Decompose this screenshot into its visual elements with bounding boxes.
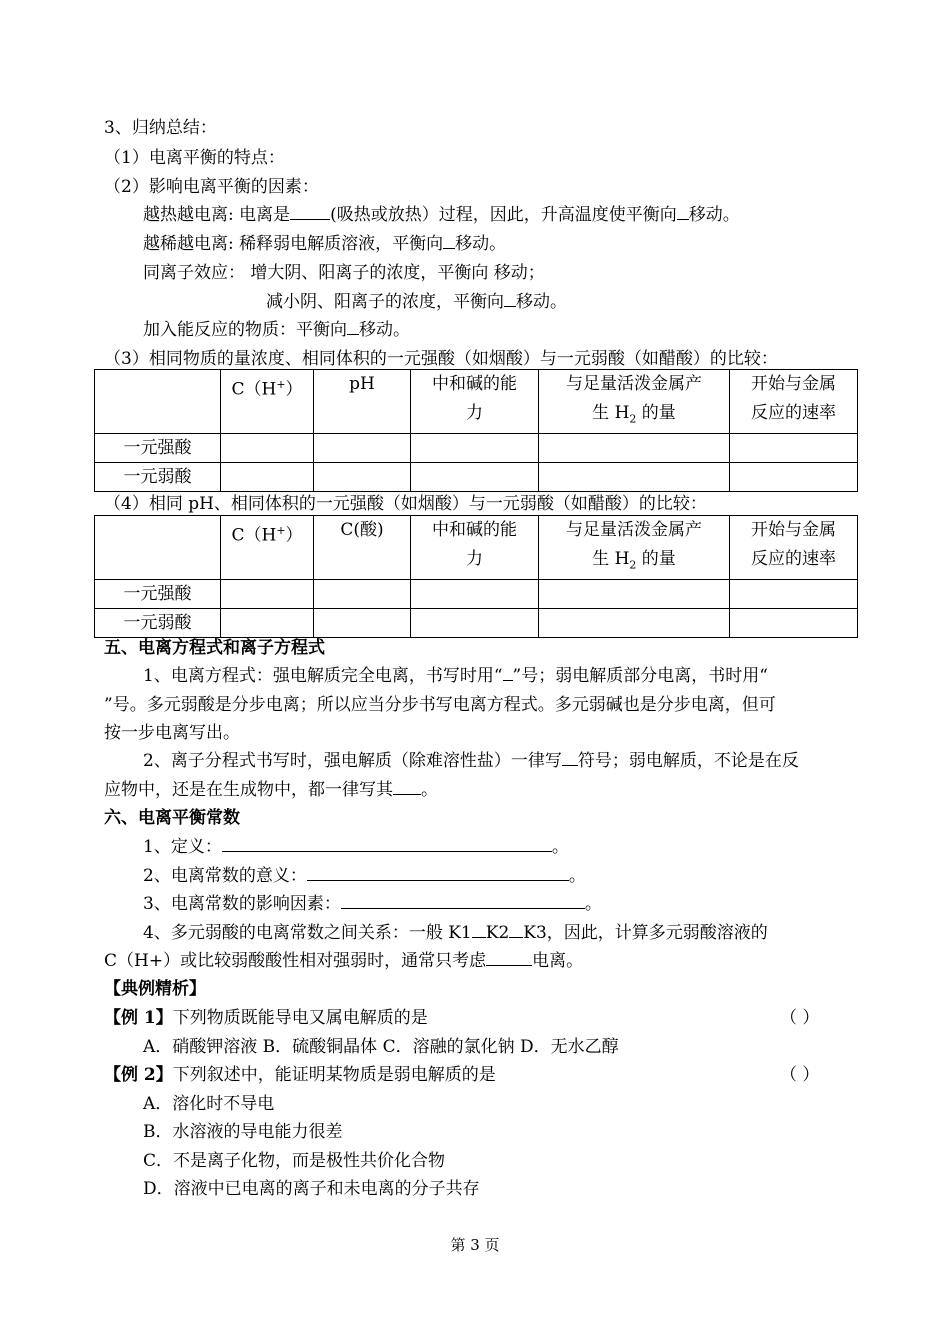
polyacid-text-d: C（H+）或比较弱酸酸性相对强弱时，通常只考虑 <box>104 951 487 971</box>
table-cell[interactable] <box>314 609 411 638</box>
example1-text: 下列物质既能导电又属电解质的是 <box>172 1008 428 1028</box>
table-cell[interactable] <box>221 463 314 492</box>
react-text-a: 加入能反应的物质：平衡向 <box>143 320 347 340</box>
react-line <box>143 320 410 340</box>
section5-item1-line2: ”号。多元弱酸是分步电离；所以应当分步书写电离方程式。多元弱碱也是分步电离，但可 <box>104 695 776 715</box>
s2-text-c: 应物中，还是在生成物中，都一律写其 <box>104 780 393 800</box>
table-cell[interactable] <box>221 580 314 609</box>
table-cell[interactable] <box>411 609 539 638</box>
heat-text-b: (吸热或放热）过程，因此，升高温度使平衡向 <box>330 205 677 225</box>
table2-col-ch: C（H+） <box>221 516 314 580</box>
polyacid-blank-1[interactable] <box>472 923 486 938</box>
table-cell[interactable] <box>730 463 858 492</box>
table1-col-ch: C（H+） <box>221 370 314 434</box>
table-cell[interactable] <box>221 434 314 463</box>
factors-label: 3、电离常数的影响因素： <box>143 894 341 914</box>
polyacid-text-c: K3，因此，计算多元弱酸溶液的 <box>523 923 768 943</box>
table1-caption: （3）相同物质的量浓度、相同体积的一元强酸（如烟酸）与一元弱酸（如醋酸）的比较： <box>104 349 778 369</box>
example1-options: A．硝酸钾溶液 B．硫酸铜晶体 C．溶融的氯化钠 D．无水乙醇 <box>143 1037 619 1057</box>
polyacid-line2 <box>104 951 583 971</box>
table-cell[interactable] <box>730 434 858 463</box>
meaning-end: 。 <box>568 866 586 886</box>
dilute-text-b: 移动。 <box>455 234 507 254</box>
section5-item2-line1 <box>143 751 799 771</box>
heat-text-c: 移动。 <box>688 205 740 225</box>
s2-blank-2 <box>393 780 421 795</box>
example2-question <box>104 1065 496 1085</box>
example1-tag: 【例 1】 <box>104 1008 173 1028</box>
section5-item2-line2 <box>104 780 438 800</box>
table-cell[interactable] <box>539 609 730 638</box>
s1-blank-1 <box>503 666 513 681</box>
table-cell[interactable] <box>539 463 730 492</box>
s2-text-a: 2、离子分程式书写时，强电解质（除难溶性盐）一律写 <box>143 751 562 771</box>
table-cell[interactable] <box>730 580 858 609</box>
table1-col-rate: 开始与金属 反应的速率 <box>730 370 858 434</box>
section5-item1-line3: 按一步电离写出。 <box>104 723 240 743</box>
summary-point-2: （2）影响电离平衡的因素： <box>104 177 319 197</box>
table-cell[interactable] <box>539 434 730 463</box>
s1-text-b: ”号；弱电解质部分电离，书时用“ <box>512 666 768 686</box>
polyacid-line1 <box>143 923 768 943</box>
table2-col-rate: 开始与金属 反应的速率 <box>730 516 858 580</box>
react-text-b: 移动。 <box>359 320 410 340</box>
section5-item1-line1 <box>143 666 768 686</box>
ion-text-a: 减小阴、阳离子的浓度，平衡向 <box>266 292 504 312</box>
example2-option-a: A．溶化时不导电 <box>143 1094 275 1114</box>
heat-line <box>143 205 740 225</box>
table1-row-label-weak: 一元弱酸 <box>95 463 221 492</box>
polyacid-blank-2[interactable] <box>509 923 523 938</box>
example2-tag: 【例 2】 <box>104 1065 173 1085</box>
meaning-blank[interactable] <box>307 866 569 881</box>
definition-blank[interactable] <box>222 837 552 852</box>
example2-answer-paren[interactable]: （ ） <box>780 1065 820 1085</box>
s2-text-b: 符号；弱电解质，不论是在反 <box>577 751 799 771</box>
example2-option-c: C．不是离子化物，而是极性共价化合物 <box>143 1151 446 1171</box>
table-cell[interactable] <box>730 609 858 638</box>
comparison-table-1 <box>94 369 858 492</box>
example1-answer-paren[interactable]: （ ） <box>780 1008 820 1028</box>
page-number: 第 3 页 <box>450 1236 500 1254</box>
factors-blank[interactable] <box>341 894 585 909</box>
table2-header-row <box>95 516 858 580</box>
table2-row-label-weak: 一元弱酸 <box>95 609 221 638</box>
factors-end: 。 <box>584 894 602 914</box>
table2-corner-cell <box>95 516 221 580</box>
polyacid-text-b: K2 <box>485 923 510 943</box>
table1-row-strong <box>95 434 858 463</box>
definition-label: 1、定义： <box>143 837 222 857</box>
polyacid-blank-3[interactable] <box>486 951 532 966</box>
table1-row-label-strong: 一元强酸 <box>95 434 221 463</box>
s2-blank-1 <box>562 751 578 766</box>
meaning-line <box>143 866 586 886</box>
ion-effect-line: 同离子效应： 增大阴、阳离子的浓度，平衡向 移动； <box>143 263 545 283</box>
table2-row-strong <box>95 580 858 609</box>
summary-heading: 3、归纳总结： <box>104 118 217 138</box>
table1-col-h2: 与足量活泼金属产 生 $H_2$ 的量 <box>539 370 730 434</box>
table1-header-row <box>95 370 858 434</box>
heat-text-a: 越热越电离: 电离是 <box>143 205 291 225</box>
table2-col-h2: 与足量活泼金属产 生 $H_2$ 的量 <box>539 516 730 580</box>
example2-option-b: B．水溶液的导电能力很差 <box>143 1122 343 1142</box>
table-cell[interactable] <box>411 434 539 463</box>
s1-text-a: 1、电离方程式：强电解质完全电离，书写时用“ <box>143 666 503 686</box>
table1-col-ph: pH <box>314 370 411 434</box>
table2-col-acid: C(酸) <box>314 516 411 580</box>
dilute-line <box>143 234 506 254</box>
dilute-blank <box>443 234 455 249</box>
definition-line <box>143 837 569 857</box>
summary-point-1: （1）电离平衡的特点： <box>104 148 285 168</box>
table2-row-label-strong: 一元强酸 <box>95 580 221 609</box>
dilute-text-a: 越稀越电离: 稀释弱电解质溶液，平衡向 <box>143 234 444 254</box>
s2-text-d: 。 <box>421 780 438 800</box>
example2-text: 下列叙述中，能证明某物质是弱电解质的是 <box>172 1065 496 1085</box>
table-cell[interactable] <box>314 463 411 492</box>
table1-row-weak <box>95 463 858 492</box>
factors-line <box>143 894 602 914</box>
table-cell[interactable] <box>221 609 314 638</box>
heat-blank-1 <box>290 205 330 220</box>
table-cell[interactable] <box>411 463 539 492</box>
definition-end: 。 <box>551 837 569 857</box>
react-blank <box>347 320 359 335</box>
ion-text-b: 移动。 <box>516 292 567 312</box>
table2-caption: （4）相同 pH、相同体积的一元强酸（如烟酸）与一元弱酸（如醋酸）的比较： <box>104 494 707 514</box>
polyacid-text-e: 电离。 <box>532 951 584 971</box>
meaning-label: 2、电离常数的意义： <box>143 866 307 886</box>
examples-title: 【典例精析】 <box>104 979 206 999</box>
table2-row-weak <box>95 609 858 638</box>
table-cell[interactable] <box>539 580 730 609</box>
table2-col-neutralize: 中和碱的能 力 <box>411 516 539 580</box>
heat-blank-2 <box>677 205 689 220</box>
table1-corner-cell <box>95 370 221 434</box>
table-cell[interactable] <box>411 580 539 609</box>
table-cell[interactable] <box>314 580 411 609</box>
example1-question <box>104 1008 428 1028</box>
table-cell[interactable] <box>314 434 411 463</box>
ion-blank <box>504 292 516 307</box>
table1-col-neutralize: 中和碱的能 力 <box>411 370 539 434</box>
ion-effect-line-2 <box>266 292 567 312</box>
example2-option-d: D．溶液中已电离的离子和未电离的分子共存 <box>143 1179 480 1199</box>
section6-title: 六、电离平衡常数 <box>104 808 240 828</box>
polyacid-text-a: 4、多元弱酸的电离常数之间关系：一般 K1 <box>143 923 472 943</box>
section5-title: 五、电离方程式和离子方程式 <box>104 638 325 658</box>
comparison-table-2 <box>94 515 858 638</box>
